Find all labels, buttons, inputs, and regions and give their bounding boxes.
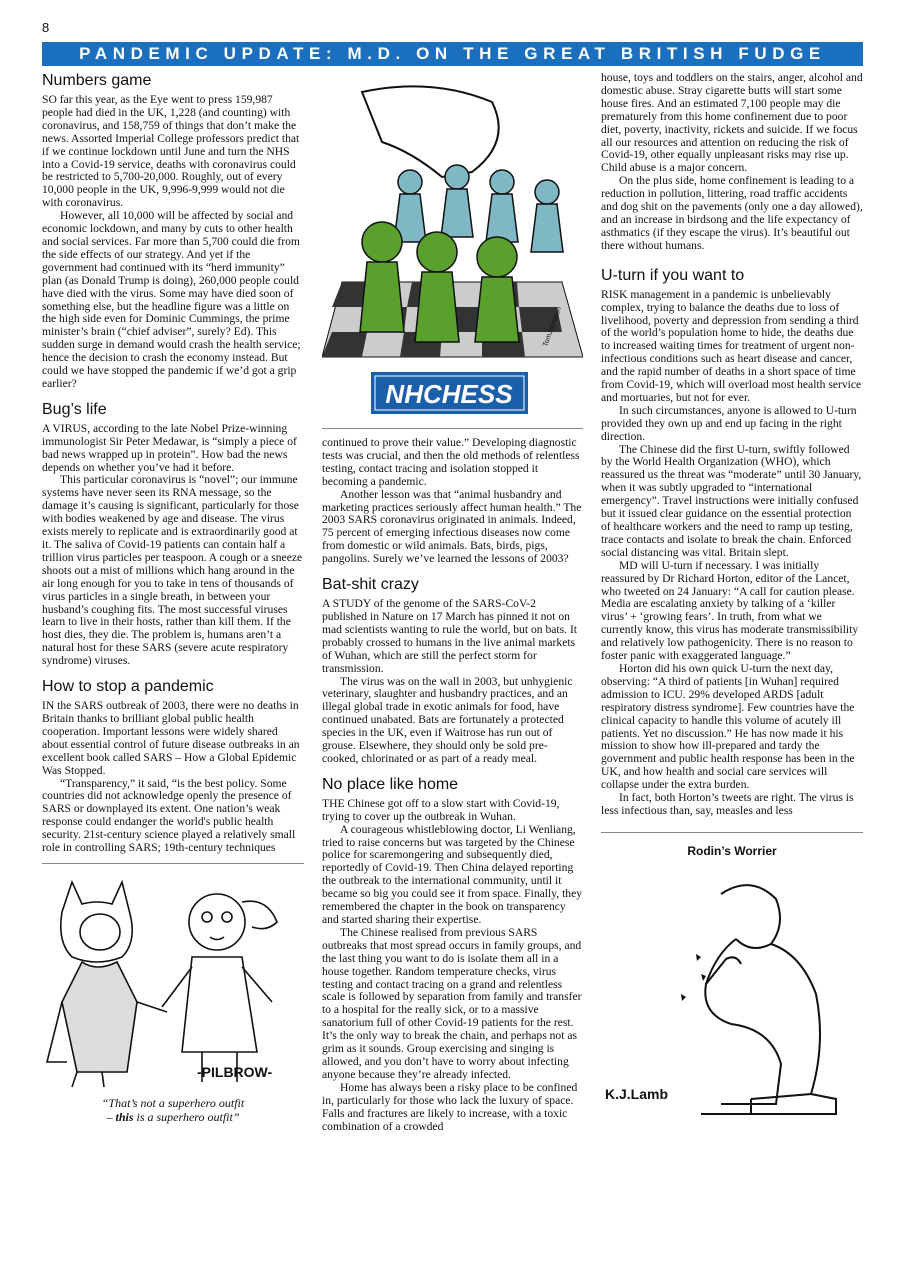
divider (42, 863, 304, 864)
nhchess-cartoon (322, 82, 583, 427)
paragraph: “Transparency,” it said, “is the best policy. Some countries did not acknowledge openly the presence of SARS or downplayed its extent. One nation’s weak response could endanger the world's public health security. 21st-century science played a relatively small role in controlling SARS; 19th-century techniques (42, 776, 296, 855)
paragraph: A VIRUS, according to the late Nobel Prize-winning immunologist Sir Peter Medawar, is “simply a piece of bad news wrapped up in protein”. How bad the news depends on whether you’ve had it before. (42, 421, 297, 474)
paragraph: Another lesson was that “animal husbandry and marketing practices seriously affect human health.” The 2003 SARS coronavirus originated in animals. Indeed, 75 percent of emerging infectious diseases now come from domestic or wild animals. Bats, birds, pigs, pangolins. Surely we’ve learned the lessons of 2003? (322, 487, 582, 566)
paragraph: The virus was on the wall in 2003, but unhygienic veterinary, slaughter and husbandry practices, and an illegal global trade in exotic animals for food, have continued unabated. Bats are fortunately a protected species in the UK, even if Waitrose has run out of grouse. Elsewhere, they should only be sold pre-cooked, chlorinated or as part of a ready meal. (322, 674, 573, 765)
paragraph: In fact, both Horton’s tweets are right. The virus is less infectious than, say, measles and less (601, 791, 854, 817)
nhchess-logo: NHCHESS (385, 379, 513, 409)
paragraph: IN the SARS outbreak of 2003, there were no deaths in Britain thanks to brilliant global public health cooperation. Important lessons were widely shared about essential control of future disease outbreaks in an excellent book called SARS – How a Global Epidemic Was Stopped. (42, 699, 300, 777)
paragraph: THE Chinese got off to a slow start with Covid-19, trying to cover up the outbreak in Wuhan. (322, 796, 560, 823)
paragraph: A courageous whistleblowing doctor, Li Wenliang, tried to raise concerns but was targeted by the Chinese police for scaremongering and subsequently died, reportedly of Covid-19. Then China delayed reporting the outbreak to the international community, until it became so big you could see it from space. Finally, they remembered the chapter in the book on transparency and started sharing their expertise. (322, 822, 583, 926)
divider (322, 428, 583, 429)
rodin-cartoon-title: Rodin’s Worrier (687, 843, 777, 858)
paragraph: The Chinese realised from previous SARS outbreaks that most spread occurs in family groups, and the last thing you want to do is isolate them all in a house together. Random temperature checks, virus testing and contact tracing on a grand and relentless scale is followed by separation from family and transfer to a hospital for the really sick, or to a massive sanatorium full of other Covid-19 patients for the rest. It’s the only way to break the chain, and perhaps not as grim as it sounds. Group exercising and singing is allowed, and you don’t have to worry about infecting anyone because they’re already infected. (322, 925, 582, 1081)
heading-bugs-life: Bug’s life (42, 400, 107, 418)
heading-numbers-game: Numbers game (42, 72, 152, 89)
column-2 (322, 428, 583, 1133)
caption-line-2: – this is a superhero outfit” (106, 1109, 240, 1124)
paragraph: However, all 10,000 will be affected by social and economic lockdown, and many by cuts to other health and social services. Far more than 5,700 could die from the side effects of our strategy. And yet if the government had continued with its “herd immunity” plan (as Donald Trump is doing), 260,000 people could have died with the virus. Some may have died soon of something else, but the headline figure was a little on the high side even for Dominic Cummings, the prime minister’s brain (“chief adviser”, surely? Ed). This sudden surge in demand would crash the health service; hence the decision to crash the economy instead. But could we have stopped the pandemic if we’d got a grip earlier? (42, 209, 301, 390)
column-1 (42, 72, 304, 1124)
rodin-signature: K.J.Lamb (605, 1085, 669, 1102)
rodin-cartoon (601, 864, 863, 1124)
heading-u-turn: U-turn if you want to (601, 266, 745, 284)
chess-illustration (322, 82, 583, 427)
page-number: 8 (42, 20, 50, 35)
paragraph: On the plus side, home confinement is leading to a reduction in pollution, littering, road traffic accidents and dog shit on the pavements (only one a day allowed), and an increase in birdsong and the life expectancy of asthmatics (if they escape the virus). It’s beautiful out there without humans. (601, 174, 863, 252)
heading-no-place-like-home: No place like home (322, 775, 459, 793)
paragraph: continued to prove their value.” Developing diagnostic tests was crucial, and then the old methods of relentless testing, contact tracing and isolation stopped it becoming a pandemic. (322, 436, 580, 488)
heading-bat-shit-crazy: Bat-shit crazy (322, 576, 419, 594)
heading-how-to-stop: How to stop a pandemic (42, 678, 214, 696)
paragraph: Home has always been a risky place to be confined in, particularly for those who lack the luxury of space. Falls and fractures are likely to increase, with a toxic combination of a crowded (322, 1080, 578, 1133)
chess-signature: TomJohnston (542, 306, 564, 348)
cartoon-caption (42, 1096, 304, 1124)
paragraph: A STUDY of the genome of the SARS-CoV-2 published in Nature on 17 March has pinned it not on mad scientists wanting to rule the world, but on bats. It probably crossed to humans in the live animal markets of Wuhan, which are still the perfect storm for transmission. (322, 597, 578, 675)
paragraph: The Chinese did the first U-turn, swiftly followed by the World Health Organization (WHO), which reassured us the threat was “moderate” until 30 January, when it was subtly upgraded to “international emergency”. Travel instructions were initially confused but it issued clear guidance on the essential protection of healthcare workers and the need to ramp up testing, trace contacts and isolate to break the chain. Enforced social distancing was vital. Britain slept. (601, 442, 862, 559)
rodin-illustration (601, 864, 863, 1124)
paragraph: MD will U-turn if necessary. I was initially reassured by Dr Richard Horton, editor of the Lancet, who tweeted on 24 January: “A call for caution please. Media are escalating anxiety by talking of a ‘killer virus’ + ‘growing fears’. In truth, from what we currently know, this virus has moderate transmissibility and relatively low pathogenicity. There is no reason to foster panic with exaggerated language.” (601, 558, 859, 663)
cartoon-signature: -PILBROW- (197, 1063, 273, 1080)
paragraph: SO far this year, as the Eye went to press 159,987 people had died in the UK, 1,228 (and counting) with coronavirus, and 158,759 of things that don’t make the news. Assorted Imperial College professors predict that if we continue lockdown until June and turn the NHS into a Covid-19 service, deaths with coronavirus could be restricted to 5,700-20,000. Roughly, out of every 10,000 people in the UK, 9,996-9,999 would not die with coronavirus. (42, 93, 300, 210)
caption-line-1: “That’s not a superhero outfit (101, 1095, 245, 1110)
paragraph: Horton did his own quick U-turn the next day, observing: “A third of patients [in Wuhan] required admission to ICU. 29% developed ARDS [adult respiratory distress syndrome]. Few countries have the clinical capacity to handle this volume of acutely ill patients. Yet no discussion.” He has now made it his mission to show how ill-prepared and tardy the government and public health response has been in the UK, and how health and social care services will collapse under the extra burden. (601, 661, 855, 792)
column-3 (601, 72, 863, 1124)
paragraph: RISK management in a pandemic is unbelievably complex, trying to balance the deaths due to loss of livelihood, poverty and depression from sending a third of the world’s population home to hide, the deaths due to increased waiting times for treatment of urgent non-infectious conditions such as heart disease and cancer, and the rapid number of deaths in a short space of time from Covid-19, which will overload most health service and mortuaries, but not for ever. (601, 287, 862, 404)
paragraph: This particular coronavirus is “novel”; our immune systems have never seen its RNA message, so the damage it’s causing is significant, particularly for those with bodies weakened by age and disease. The virus exists merely to replicate and is extraordinarily good at it. The saliva of Covid-19 patients can contain half a trillion virus particles per teaspoon. A cough or a sneeze shoots out a mist of millions which hang around in the air long enough for you to take in tens of thousands of virus particles in a single breath, in between your husband’s coughing fits. The most successful viruses learn to live in their hosts, rather than kill them. If the host dies, they die. The problem is, humans aren’t a natural host for these SARS (severe acute respiratory syndrome) viruses. (42, 473, 303, 668)
superhero-cartoon (42, 872, 304, 1090)
paragraph: In such circumstances, anyone is allowed to U-turn provided they own up and end up facing in the right direction. (601, 403, 857, 443)
section-banner: PANDEMIC UPDATE: M.D. ON THE GREAT BRITISH FUDGE (42, 42, 863, 66)
superhero-cartoon-illustration (42, 872, 304, 1090)
paragraph: house, toys and toddlers on the stairs, anger, alcohol and domestic abuse. Stray cigarette butts will start some house fires. And an estimated 7,100 people may die prematurely from this home confinement due to poor diet, poverty, inactivity, rickets and suicide. If we focus all our resources and attention on reducing the risk of Covid-19, other equally unpleasant risks may rise up. Child abuse is a major concern. (601, 71, 863, 175)
divider (601, 832, 863, 833)
